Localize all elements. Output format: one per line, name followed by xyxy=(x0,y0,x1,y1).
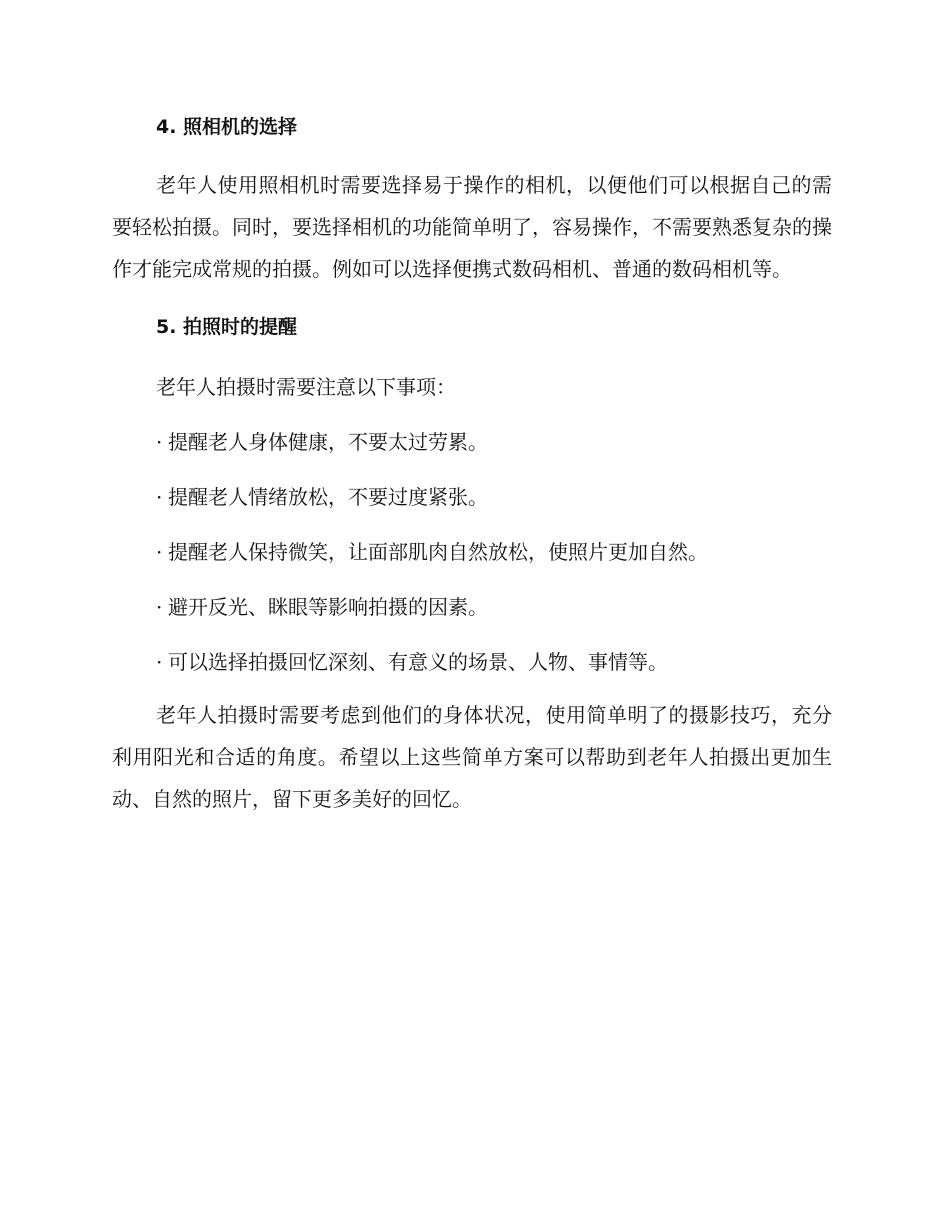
reminder-list xyxy=(112,421,832,683)
bullet-icon: · xyxy=(156,595,163,619)
section-4-heading: 4. 照相机的选择 xyxy=(156,116,298,138)
list-item xyxy=(112,531,832,573)
bullet-icon: · xyxy=(156,650,163,674)
list-item xyxy=(112,421,832,463)
bullet-icon: · xyxy=(156,485,163,509)
list-item xyxy=(112,641,832,683)
list-item-text: 避开反光、眯眼等影响拍摄的因素。 xyxy=(168,595,488,619)
list-item-text: 提醒老人身体健康，不要太过劳累。 xyxy=(168,430,488,454)
section-5-intro: 老年人拍摄时需要注意以下事项： xyxy=(156,375,456,399)
list-item xyxy=(112,476,832,518)
list-item-text: 提醒老人保持微笑，让面部肌肉自然放松，使照片更加自然。 xyxy=(168,540,708,564)
section-5-heading: 5. 拍照时的提醒 xyxy=(156,316,298,338)
list-item xyxy=(112,586,832,628)
conclusion-paragraph: 老年人拍摄时需要考虑到他们的身体状况，使用简单明了的摄影技巧，充分利用阳光和合适的角度。希望以上这些简单方案可以帮助到老年人拍摄出更加生动、自然的照片，留下更多美好的回忆。 xyxy=(112,703,832,811)
document-page xyxy=(112,112,832,820)
section-4-paragraph: 老年人使用照相机时需要选择易于操作的相机，以便他们可以根据自己的需要轻松拍摄。同时，要选择相机的功能简单明了，容易操作，不需要熟悉复杂的操作才能完成常规的拍摄。例如可以选择便携式数码相机、普通的数码相机等。 xyxy=(112,173,832,281)
bullet-icon: · xyxy=(156,540,163,564)
list-item-text: 可以选择拍摄回忆深刻、有意义的场景、人物、事情等。 xyxy=(168,650,668,674)
list-item-text: 提醒老人情绪放松，不要过度紧张。 xyxy=(168,485,488,509)
bullet-icon: · xyxy=(156,430,163,454)
